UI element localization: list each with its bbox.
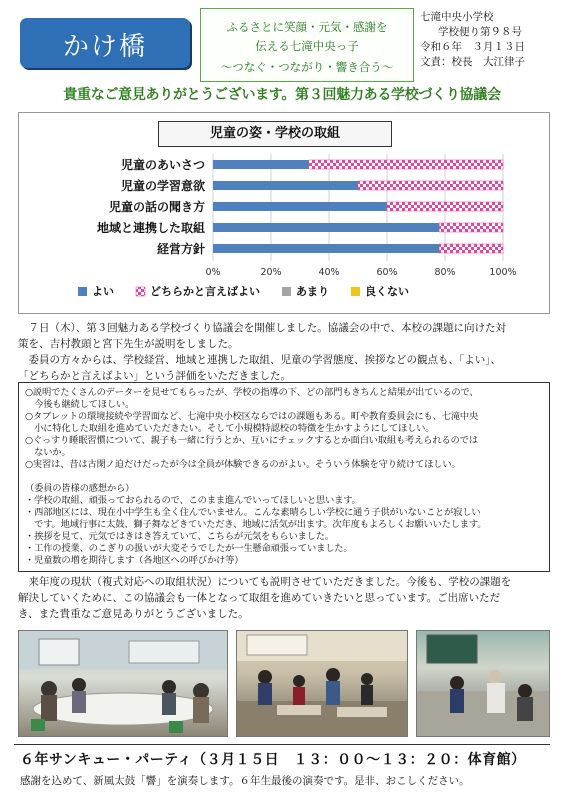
closing-paragraph	[18, 574, 546, 622]
motto-line: 伝える七滝中央っ子	[255, 39, 359, 53]
x-tick-label: 60%	[376, 267, 398, 278]
comment-line: （委員の皆様の感想から）	[25, 483, 135, 494]
comment-line: ・児童数の増を期待します（各地区への呼びかけ等）	[25, 555, 244, 566]
legend-swatch	[78, 287, 87, 296]
school-motto	[200, 8, 414, 82]
headline: 貴重なご意見ありがとうございます。第３回魅力ある学校づくり協議会	[63, 87, 501, 103]
category-label: 児童の話の聞き方	[108, 200, 205, 214]
comment-line: ○タブレットの環境接続や学習面など、七滝中央小校区ならではの課題もある。町や教育委員会にも、七滝中央	[25, 411, 479, 422]
comment-line: ○実習は、昔は古閑ノ迫だけだったが今は全員が体験できるのがよい。そういう体験を守り続けてほしい。	[25, 459, 461, 470]
comment-line: ・西部地区には、現在小中学生も全く住んでいません。こんな素晴らしい学校に通う子供がいないことが寂しい	[25, 507, 481, 518]
comment-line: ・学校の取組、頑張っておられるので、このまま進んでいってほしいと思います。	[25, 495, 361, 506]
comment-line: ないか。	[25, 447, 71, 458]
bar-segment	[309, 160, 503, 169]
comment-line: です。地域行事に太鼓、獅子舞などきていただき、地域に活気が出ます。次年度もよろしくお願いいたします。	[25, 519, 487, 530]
x-tick-label: 20%	[260, 267, 282, 278]
category-label: 地域と連携した取組	[96, 221, 205, 235]
text-line: 委員の方々からは、学校経営、地域と連携した取組、児童の学習態度、挨拶などの観点も、「よい」、	[18, 354, 501, 366]
comment-line: ○説明でたくさんのデーターを見せてもらったが、学校の指導の下、どの部門もきちんと結果が出ているので、	[25, 387, 479, 398]
comment-line: ○ぐっすり睡眠習慣について、親子も一緒に行うとか、互いにチェックするとか面白い取組も考えられるのでは	[25, 435, 478, 446]
issue-date: 令和６年 ３月１３日	[420, 41, 525, 53]
chart	[18, 148, 548, 308]
intro-paragraph	[18, 320, 546, 384]
x-tick-label: 100%	[489, 267, 517, 278]
legend-swatch	[136, 287, 145, 296]
text-line: ７日（木）、第３回魅力ある学校づくり協議会を開催しました。協議会の中で、本校の課題に向けた対	[18, 322, 507, 334]
chart-title: 児童の姿・学校の取組	[158, 121, 392, 147]
issue-author: 文責：校長 大江律子	[420, 56, 525, 68]
text-line: 策を、吉村教頭と宮下先生が説明をしました。	[18, 338, 239, 350]
x-tick-label: 0%	[205, 267, 221, 278]
newsletter-logo	[20, 18, 190, 68]
bar-segment	[387, 202, 503, 211]
issue-number: 学校便り第９８号	[438, 26, 522, 38]
committee-comments-box	[18, 382, 550, 572]
category-label: 児童のあいさつ	[120, 158, 205, 172]
category-label: 児童の学習意欲	[120, 179, 205, 193]
bar-segment	[358, 181, 503, 190]
comment-line: 今後も継続してほしい。	[25, 399, 135, 410]
legend-swatch	[282, 287, 291, 296]
bar-segment	[439, 223, 503, 232]
legend-swatch	[351, 287, 360, 296]
legend-label: よい	[92, 285, 114, 298]
text-line: 解決していくために、この協議会も一体となって取組を進めていきたいと思っています。ご出席いただ	[18, 592, 501, 604]
text-line: 「どちらかと言えばよい」という評価をいただきました。	[18, 370, 291, 382]
motto-line: ふるさとに笑顔・元気・感謝を	[226, 20, 388, 34]
workshop-photo	[416, 630, 550, 737]
bar-segment	[439, 244, 503, 253]
text-line: き、また貴重なご意見ありがとうございました。	[18, 608, 249, 620]
text-line: 来年度の現状（複式対応への取組状況）についても説明させていただきました。今後も、学校の課題を	[18, 576, 512, 588]
classroom-photo	[236, 630, 408, 737]
motto-line: 〜つなぐ・つながり・響き合う〜	[220, 60, 394, 74]
x-tick-label: 80%	[434, 267, 456, 278]
event-description: 感謝を込めて、新風太鼓「響」を演奏します。６年生最後の演奏です。是非、おこしください。	[20, 775, 470, 787]
legend-label: あまり	[296, 285, 329, 298]
bar-segment	[213, 160, 309, 169]
issue-info	[420, 10, 552, 76]
comment-line: ・工作の授業、のこぎりの扱いが大変そうでしたが一生懸命頑張っていました。	[25, 543, 353, 554]
bar-segment	[213, 223, 439, 232]
school-name: 七滝中央小学校	[420, 11, 494, 23]
bar-segment	[213, 244, 439, 253]
newsletter-title: かけ橋	[62, 32, 147, 62]
footer-notice	[14, 744, 550, 793]
legend-label: 良くない	[365, 285, 409, 298]
comment-line: 小に特化した取組を進めていただきたい。そして小規模特認校の特徴を生かすようにしてほしい。	[25, 423, 435, 434]
x-tick-label: 40%	[318, 267, 340, 278]
comment-line: ・挨拶を見て、元気ではきはき答えていて、こちらが元気をもらいました。	[25, 531, 334, 542]
event-title: ６年サンキュー・パーティ（３月１５日 １３：００〜１３：２０：体育館）	[20, 752, 526, 768]
bar-segment	[213, 181, 358, 190]
legend-label: どちらかと言えばよい	[150, 285, 260, 298]
meeting-photo	[18, 630, 228, 737]
category-label: 経営方針	[156, 242, 205, 256]
bar-segment	[213, 202, 387, 211]
